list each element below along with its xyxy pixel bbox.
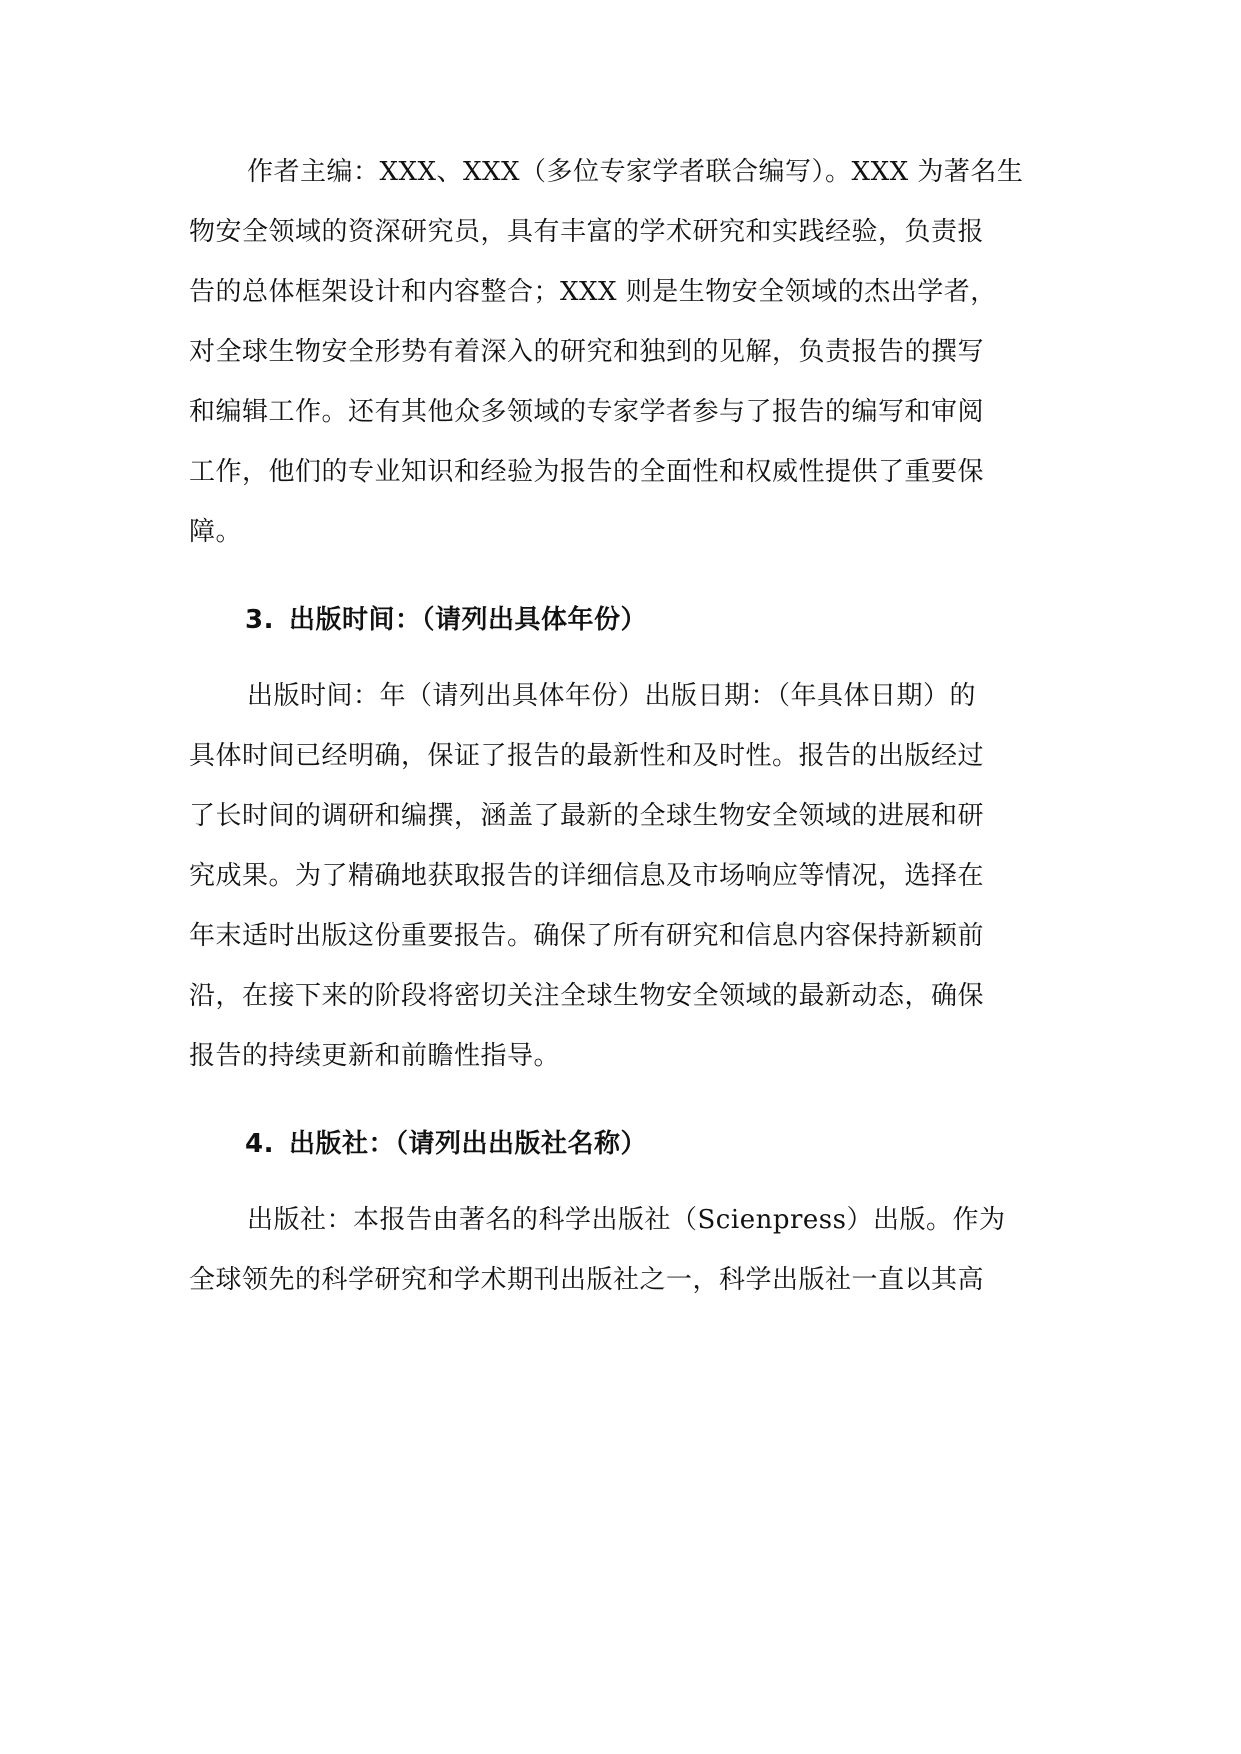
section-number: 4. [245, 1129, 274, 1159]
paragraph-line: 年末适时出版这份重要报告。确保了所有研究和信息内容保持新颖前 [189, 921, 985, 951]
paragraph-line: 出版社：本报告由著名的科学出版社（Scienpress）出版。作为 [247, 1205, 1006, 1235]
paragraph-line: 工作，他们的专业知识和经验为报告的全面性和权威性提供了重要保 [189, 457, 985, 487]
paragraph-line: 报告的持续更新和前瞻性指导。 [189, 1041, 561, 1071]
paragraph-line: 具体时间已经明确，保证了报告的最新性和及时性。报告的出版经过 [189, 741, 985, 771]
paragraph-line: 究成果。为了精确地获取报告的详细信息及市场响应等情况，选择在 [189, 861, 985, 891]
document-body [189, 142, 1055, 1310]
publisher-paragraph [189, 1190, 1055, 1310]
author-paragraph [189, 142, 1055, 562]
section-heading-publisher [189, 1114, 1055, 1174]
section-heading-publication-time [189, 590, 1055, 650]
paragraph-line: 了长时间的调研和编撰，涵盖了最新的全球生物安全领域的进展和研 [189, 801, 985, 831]
paragraph-line: 出版时间：年（请列出具体年份）出版日期：（年具体日期）的 [247, 681, 977, 711]
paragraph-line: 全球领先的科学研究和学术期刊出版社之一，科学出版社一直以其高 [189, 1265, 985, 1295]
section-number: 3. [245, 605, 274, 635]
section-title: 出版社：（请列出出版社名称） [289, 1129, 648, 1159]
paragraph-line: 告的总体框架设计和内容整合；XXX 则是生物安全领域的杰出学者， [189, 277, 997, 307]
paragraph-line: 作者主编：XXX、XXX（多位专家学者联合编写）。XXX 为著名生 [247, 157, 1024, 187]
publication-time-paragraph [189, 666, 1055, 1086]
section-title: 出版时间：（请列出具体年份） [289, 605, 648, 635]
paragraph-line: 对全球生物安全形势有着深入的研究和独到的见解，负责报告的撰写 [189, 337, 985, 367]
paragraph-line: 沿，在接下来的阶段将密切关注全球生物安全领域的最新动态，确保 [189, 981, 985, 1011]
paragraph-line: 物安全领域的资深研究员，具有丰富的学术研究和实践经验，负责报 [189, 217, 985, 247]
paragraph-line: 障。 [189, 517, 243, 547]
paragraph-line: 和编辑工作。还有其他众多领域的专家学者参与了报告的编写和审阅 [189, 397, 985, 427]
